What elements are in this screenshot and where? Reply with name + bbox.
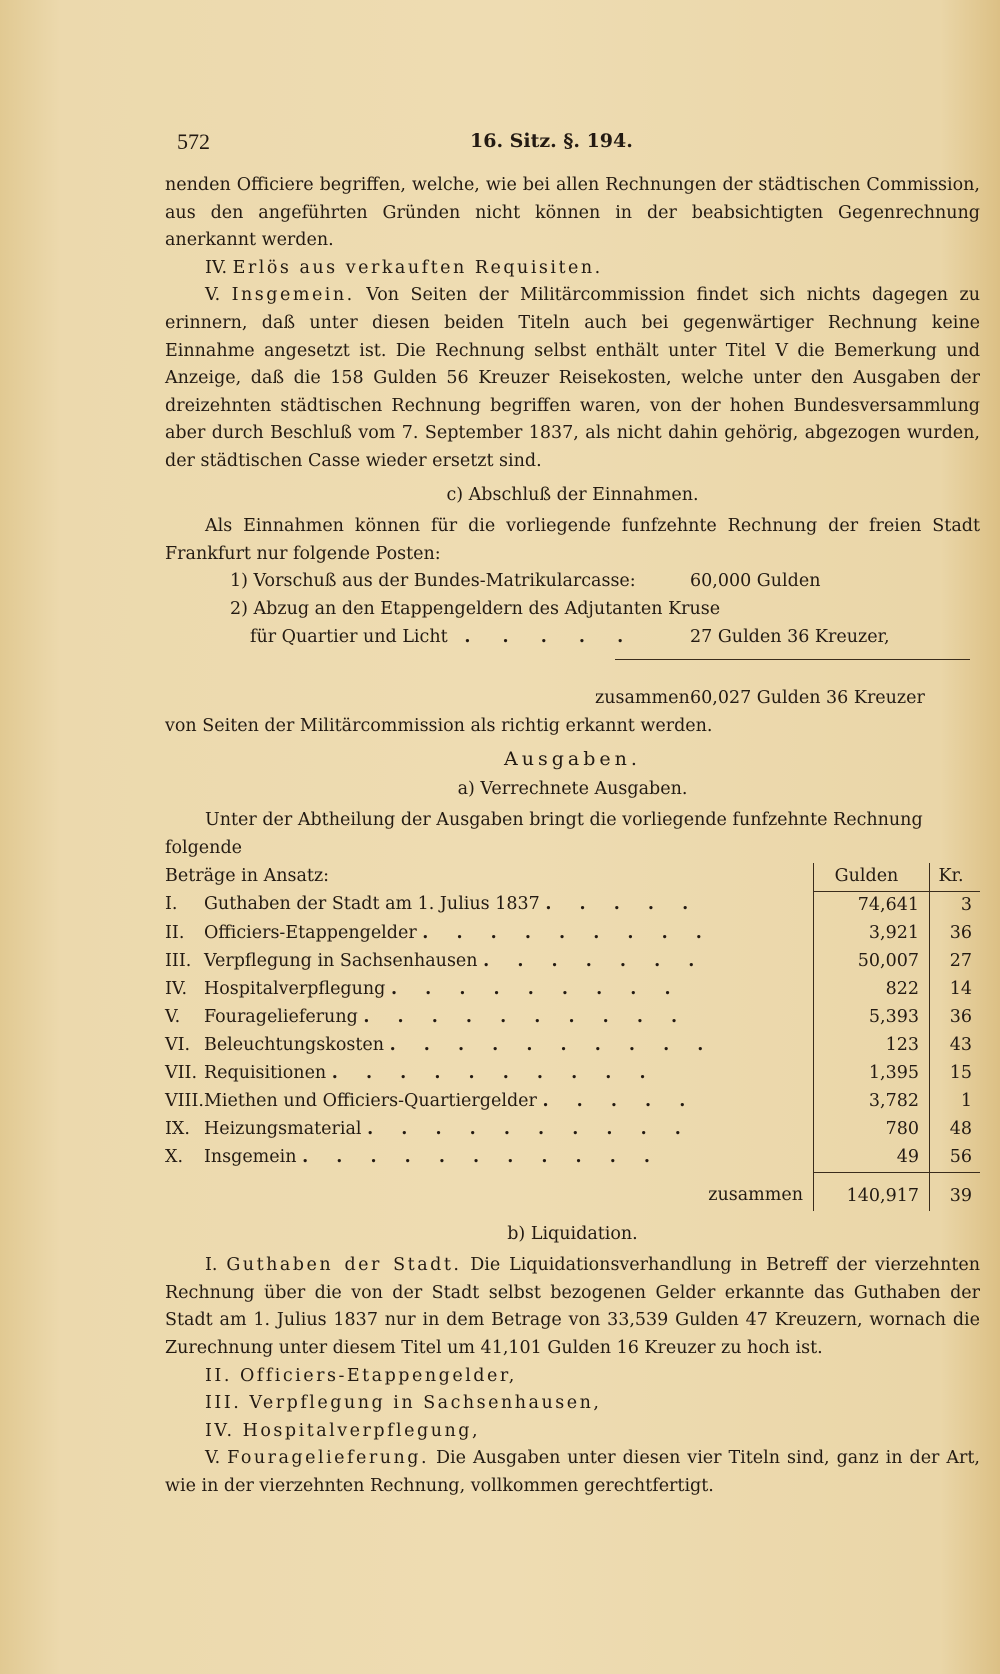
einnahmen-item	[165, 624, 980, 652]
leader-dots: . . . . .	[464, 626, 637, 647]
expense-number: VIII.	[165, 1090, 204, 1111]
expense-label: Guthaben der Stadt am 1. Julius 1837	[203, 894, 540, 915]
expense-gulden: 74,641	[814, 891, 930, 920]
expense-kr: 36	[930, 1004, 981, 1032]
einnahmen-item-value: 60,000 Gulden	[690, 571, 821, 592]
expense-gulden: 822	[814, 976, 930, 1004]
expense-row	[165, 1032, 980, 1060]
expense-gulden: 49	[814, 1144, 930, 1173]
expense-label: Verpflegung in Sachsenhausen	[203, 950, 478, 971]
einnahmen-item-label	[250, 624, 636, 652]
page-number: 572	[177, 129, 210, 154]
expense-label-cell	[204, 920, 814, 948]
expense-number: I.	[165, 894, 178, 915]
expense-gulden: 1,395	[814, 1060, 930, 1088]
title-v	[165, 282, 980, 475]
leader-dots: . . . . . . . . . .	[367, 1118, 692, 1139]
section-reference: 16. Sitz. §. 194.	[470, 130, 633, 152]
einnahmen-item	[165, 568, 980, 596]
expense-gulden: 123	[814, 1032, 930, 1060]
expense-row	[165, 891, 980, 920]
leader-dots: . . . . . . .	[483, 950, 706, 971]
title-v-text: Von Seiten der Militärcommission findet sich nichts dagegen zu erinnern, daß unter diesen beiden Titeln auch bei gegenwärtiger Rechnung keine Einnahme angesetzt ist. Die Rechnung selbst enthält unter Titel V die Bemerkung und Anzeige, daß die 158 Gulden 56 Kreuzer Reisekosten, welche unter den Ausgaben der dreizehnten städtischen Rechnung begriffen waren, von der hohen Bundesversammlung aber durch Beschluß vom 7. September 1837, als nicht dahin gehörig, abgezogen wurden, der städtischen Casse wieder ersetzt sind.	[165, 285, 980, 471]
expense-row	[165, 1144, 980, 1173]
expense-label: Hospitalverpflegung	[203, 978, 386, 999]
expense-row	[165, 948, 980, 976]
expense-gulden: 50,007	[814, 948, 930, 976]
expense-label-cell	[204, 891, 814, 920]
liquidation-i-heading: Guthaben der Stadt.	[226, 1255, 462, 1276]
expense-label: Miethen und Officiers-Quartiergelder	[203, 1090, 537, 1111]
expense-number: III.	[165, 950, 192, 971]
leader-dots: . . . . . . . . .	[390, 978, 682, 999]
liquidation-v	[165, 1445, 980, 1500]
expense-label: Officiers-Etappengelder	[203, 922, 417, 943]
expense-gulden: 3,782	[814, 1088, 930, 1116]
title-v-number: V.	[205, 285, 221, 306]
expense-number: VI.	[165, 1034, 191, 1055]
leader-dots: . . . . .	[542, 1090, 697, 1111]
expense-number: IX.	[165, 1118, 190, 1139]
title-iv	[165, 255, 980, 283]
liquidation-v-heading: Fouragelieferung.	[227, 1448, 430, 1469]
total-gulden: 140,917	[814, 1172, 930, 1211]
ausgaben-text-2: Beträge in Ansatz:	[165, 865, 330, 886]
liquidation-iii: III. Verpflegung in Sachsenhausen,	[205, 1393, 602, 1414]
einnahmen-sum-value: 60,027 Gulden 36 Kreuzer	[690, 688, 925, 709]
liquidation-i	[165, 1252, 980, 1362]
intro-paragraph: nenden Officiere begriffen, welche, wie bei allen Rechnungen der städtischen Commission, aus den angeführten Gründen nicht können in der beabsichtigten Gegenrechnung anerkannt werden.	[165, 175, 980, 251]
liquidation-i-text: Die Liquidationsverhandlung in Betreff der vierzehnten Rechnung über die von der Stadt selbst bezogenen Gelder erkannte das Guthaben der Stadt am 1. Julius 1837 nur in dem Betrage von 33,539 Gulden 47 Kreuzern, wornach die Zurechnung unter diesem Titel um 41,101 Gulden 16 Kreuzer zu hoch ist.	[165, 1255, 980, 1359]
expense-row	[165, 1060, 980, 1088]
einnahmen-sum-label: zusammen	[595, 688, 690, 709]
expense-kr: 14	[930, 976, 981, 1004]
expenses-table	[165, 863, 980, 1211]
einnahmen-item	[165, 596, 980, 624]
expense-label-cell	[204, 1004, 814, 1032]
ausgaben-subheading: a) Verrechnete Ausgaben.	[457, 778, 688, 799]
title-iv-heading: Erlös aus verkauften Requisiten.	[232, 257, 603, 278]
total-kr: 39	[930, 1172, 981, 1211]
liquidation-heading: b) Liquidation.	[507, 1223, 638, 1244]
expense-gulden: 780	[814, 1116, 930, 1144]
expense-kr: 48	[930, 1116, 981, 1144]
expense-kr: 3	[930, 891, 981, 920]
expense-label-cell	[204, 948, 814, 976]
expense-kr: 36	[930, 920, 981, 948]
expense-number: II.	[165, 922, 185, 943]
einnahmen-heading: c) Abschluß der Einnahmen.	[446, 484, 699, 505]
leader-dots: . . . . . . . . . .	[389, 1034, 715, 1055]
expense-label: Beleuchtungskosten	[203, 1034, 385, 1055]
einnahmen-sum	[165, 685, 980, 713]
liquidation-v-number: V.	[205, 1448, 221, 1469]
expense-kr: 27	[930, 948, 981, 976]
einnahmen-text: Als Einnahmen können für die vorliegende funfzehnte Rechnung der freien Stadt Frankfurt nur folgende Posten:	[165, 516, 980, 564]
document-page	[165, 128, 980, 1501]
expense-number: X.	[165, 1146, 184, 1167]
expense-row	[165, 1088, 980, 1116]
expense-kr: 43	[930, 1032, 981, 1060]
title-iv-number: IV.	[205, 257, 228, 278]
ausgaben-heading: Ausgaben.	[504, 748, 641, 771]
expense-number: VII.	[165, 1062, 198, 1083]
einnahmen-closing: von Seiten der Militärcommission als richtig erkannt werden.	[165, 715, 713, 736]
expense-label: Requisitionen	[203, 1062, 327, 1083]
column-header-gulden: Gulden	[814, 863, 930, 892]
ausgaben-text: Unter der Abtheilung der Ausgaben bringt die vorliegende funfzehnte Rechnung folgende	[165, 810, 923, 859]
expense-label-cell	[204, 1088, 814, 1116]
leader-dots: . . . . . . . . . . .	[302, 1146, 662, 1167]
expense-gulden: 5,393	[814, 1004, 930, 1032]
einnahmen-item-label: 2) Abzug an den Etappengeldern des Adjutanten Kruse	[230, 598, 721, 619]
expense-row	[165, 976, 980, 1004]
leader-dots: . . . . . . . . . .	[363, 1006, 689, 1027]
expense-label: Insgemein	[203, 1146, 297, 1167]
einnahmen-item-label-text: für Quartier und Licht	[250, 626, 448, 647]
sum-rule	[165, 651, 980, 685]
expense-number: IV.	[165, 978, 188, 999]
liquidation-i-number: I.	[205, 1255, 218, 1276]
expenses-header-row	[165, 863, 980, 892]
expense-label: Fouragelieferung	[203, 1006, 358, 1027]
leader-dots: . . . . .	[545, 894, 700, 915]
expense-label-cell	[204, 1032, 814, 1060]
leader-dots: . . . . . . . . .	[422, 922, 713, 943]
einnahmen-item-value: 27 Gulden 36 Kreuzer,	[690, 626, 890, 647]
expense-kr: 56	[930, 1144, 981, 1173]
expense-row	[165, 920, 980, 948]
expenses-total-row	[165, 1172, 980, 1211]
leader-dots: . . . . . . . . . .	[331, 1062, 657, 1083]
title-v-heading: Insgemein.	[231, 285, 355, 306]
expense-label: Heizungsmaterial	[203, 1118, 362, 1139]
total-label: zusammen	[708, 1185, 803, 1206]
expense-label-cell	[204, 976, 814, 1004]
expense-label-cell	[204, 1116, 814, 1144]
column-header-kr: Kr.	[930, 863, 981, 892]
running-header	[165, 128, 980, 172]
expense-row	[165, 1116, 980, 1144]
expense-row	[165, 1004, 980, 1032]
liquidation-v-text: Die Ausgaben unter diesen vier Titeln sind, ganz in der Art, wie in der vierzehnten Rechnung, vollkommen gerechtfertigt.	[165, 1448, 980, 1496]
expense-label-cell	[204, 1060, 814, 1088]
expense-gulden: 3,921	[814, 920, 930, 948]
expense-kr: 15	[930, 1060, 981, 1088]
expense-number: V.	[165, 1006, 181, 1027]
einnahmen-item-label: 1) Vorschuß aus der Bundes-Matrikularcasse:	[230, 571, 636, 592]
expense-label-cell	[204, 1144, 814, 1173]
liquidation-iv: IV. Hospitalverpflegung,	[205, 1420, 481, 1441]
liquidation-ii: II. Officiers-Etappengelder,	[205, 1365, 517, 1386]
expense-kr: 1	[930, 1088, 981, 1116]
